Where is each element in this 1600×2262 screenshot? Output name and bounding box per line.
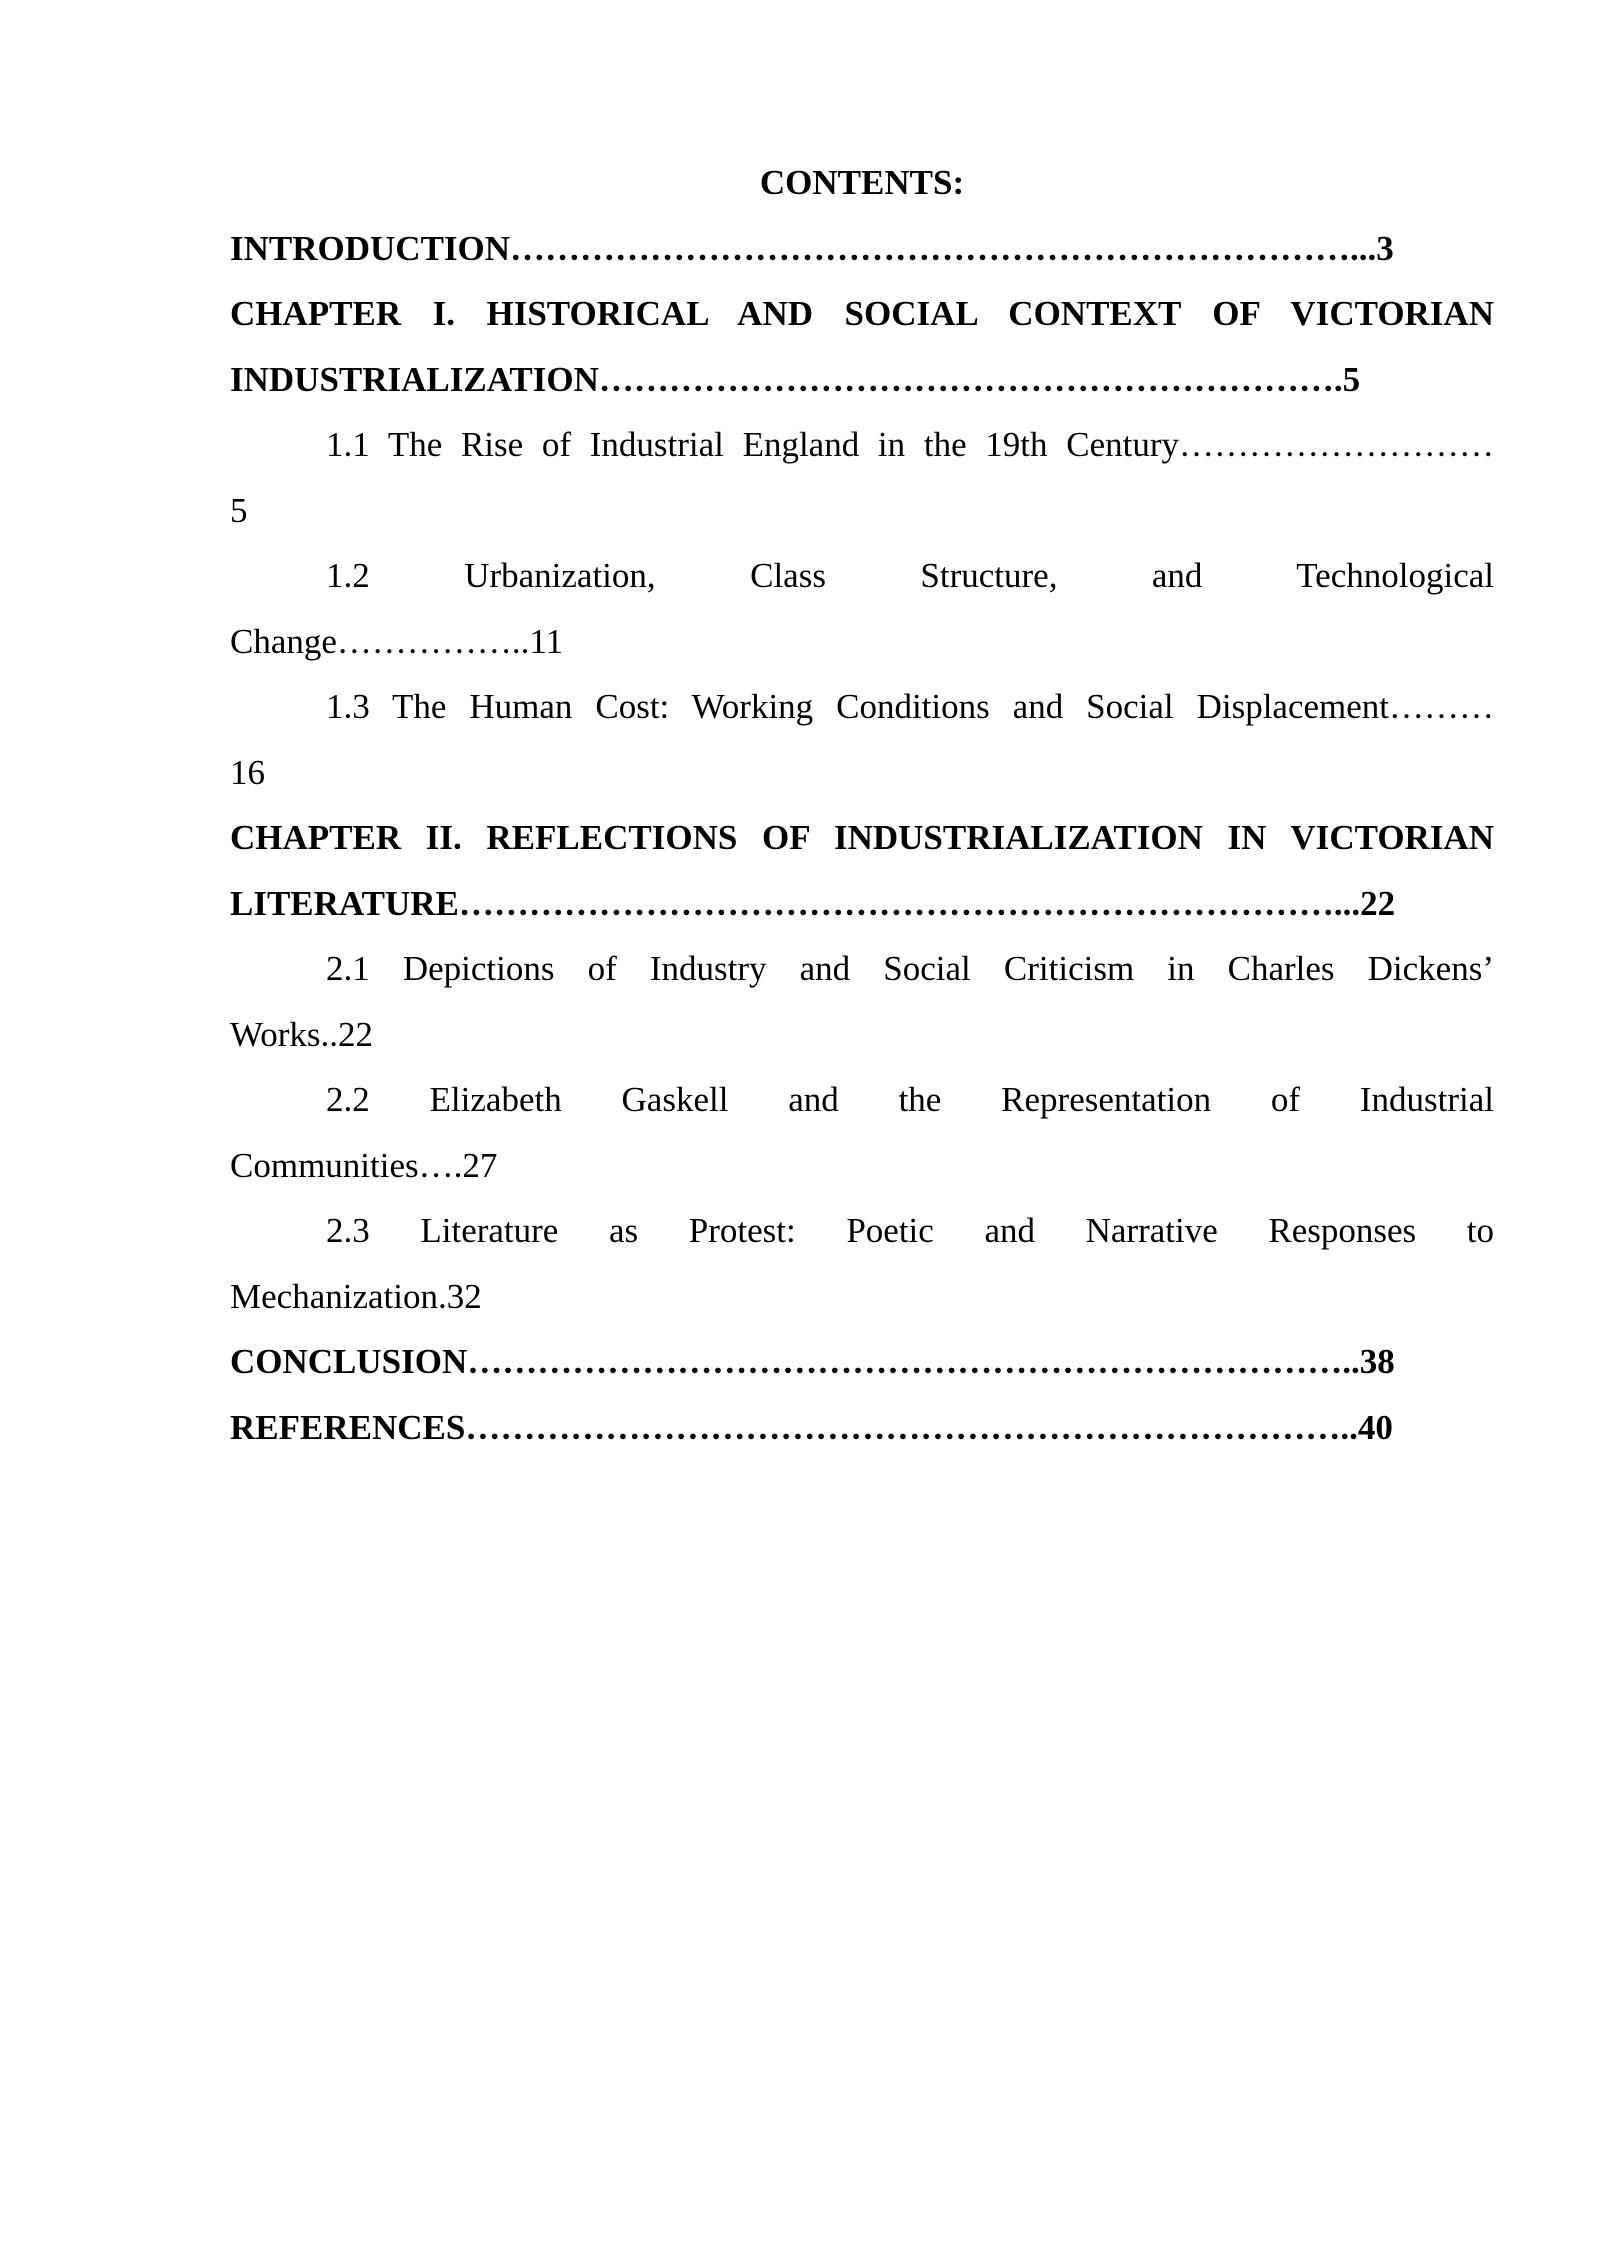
toc-entry-2-2-line1: 2.2 Elizabeth Gaskell and the Representation of Industrial xyxy=(326,1080,1494,1119)
toc-entry-references[interactable]: REFERENCES…………………………………………………………………..40 xyxy=(230,1407,1393,1447)
toc-entry-1-3-page: 16 xyxy=(230,752,265,792)
toc-entry-conclusion[interactable]: CONCLUSION…………………………………………………………………..38 xyxy=(230,1342,1395,1381)
toc-entry-chapter-2-line1: CHAPTER II. REFLECTIONS OF INDUSTRIALIZATION IN VICTORIAN xyxy=(230,818,1494,857)
toc-entry-2-2[interactable] xyxy=(230,1067,1494,1198)
toc-entry-2-1-line2: Works..22 xyxy=(230,1014,374,1054)
toc-entry-2-1-line1: 2.1 Depictions of Industry and Social Criticism in Charles Dickens’ xyxy=(326,949,1494,988)
contents-page xyxy=(230,150,1494,1460)
toc-entry-1-3-line1: 1.3 The Human Cost: Working Conditions and Social Displacement……… xyxy=(326,687,1494,726)
toc-entry-chapter-1-line1: CHAPTER I. HISTORICAL AND SOCIAL CONTEXT OF VICTORIAN xyxy=(230,294,1494,333)
toc-entry-2-2-line2: Communities….27 xyxy=(230,1145,498,1185)
toc-entry-chapter-1[interactable] xyxy=(230,281,1494,412)
toc-entry-2-3[interactable] xyxy=(230,1198,1494,1329)
toc-entry-chapter-2[interactable] xyxy=(230,805,1494,936)
toc-entry-1-1-line1: 1.1 The Rise of Industrial England in the 19th Century……………………… xyxy=(326,425,1494,464)
toc-entry-introduction[interactable]: INTRODUCTION………………………………………………………………...3 xyxy=(230,228,1394,268)
contents-title: CONTENTS: xyxy=(759,163,965,202)
toc-entry-chapter-1-line2: INDUSTRIALIZATION……………………………………………………….5 xyxy=(230,359,1361,399)
toc-entry-1-2-line2: Change……………..11 xyxy=(230,621,564,661)
toc-entry-1-3[interactable] xyxy=(230,674,1494,805)
toc-entry-1-2-line1: 1.2 Urbanization, Class Structure, and Technological xyxy=(326,556,1494,595)
toc-entry-2-3-line2: Mechanization.32 xyxy=(230,1276,482,1316)
toc-entry-2-1[interactable] xyxy=(230,936,1494,1067)
toc-entry-2-3-line1: 2.3 Literature as Protest: Poetic and Narrative Responses to xyxy=(326,1211,1494,1250)
toc-entry-1-1[interactable] xyxy=(230,412,1494,543)
toc-entry-chapter-2-line2: LITERATURE…………………………………………………………………...22 xyxy=(230,883,1396,923)
toc-entry-1-1-page: 5 xyxy=(230,490,248,530)
toc-entry-1-2[interactable] xyxy=(230,543,1494,674)
